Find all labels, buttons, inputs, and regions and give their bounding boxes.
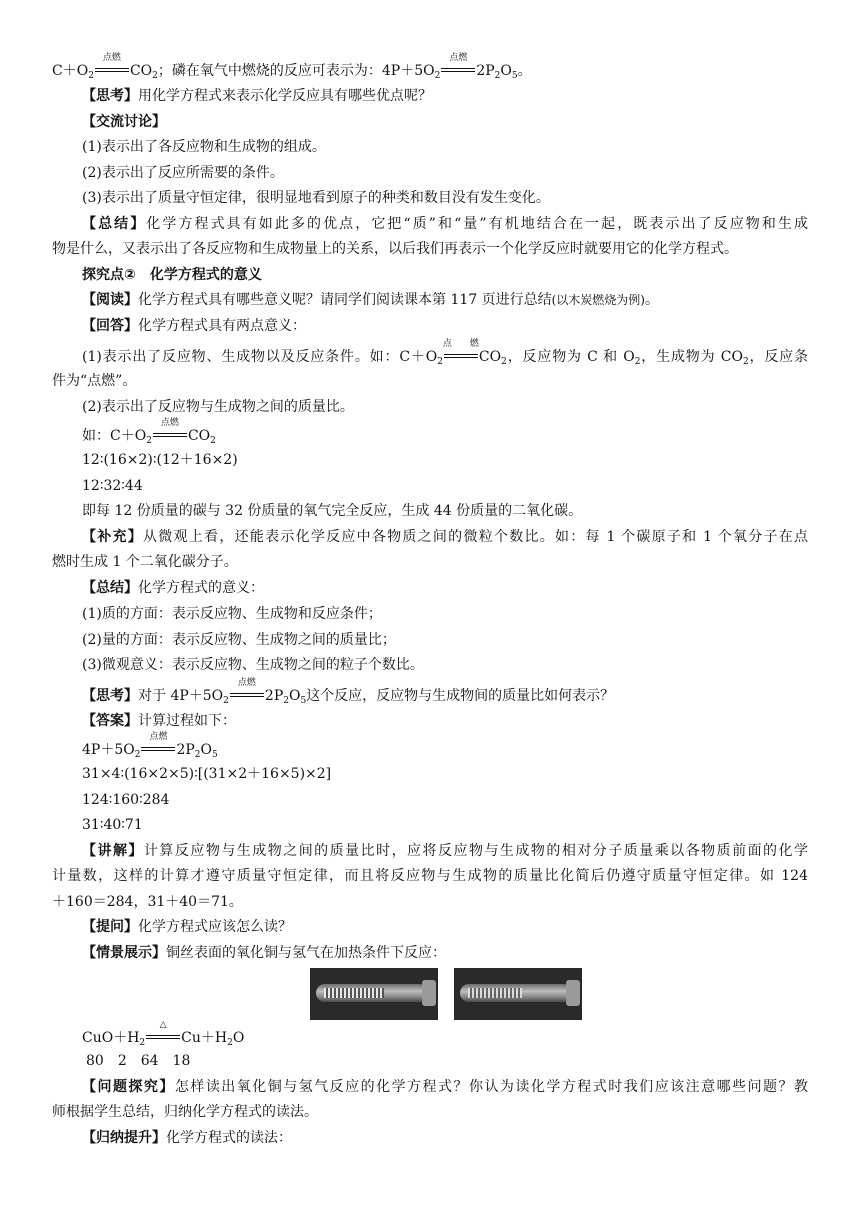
subscript: 2 [283,696,289,706]
text: 化学方程式的读法： [166,1130,292,1146]
text: 怎样读出氧化铜与氢气反应的化学方程式？你认为读化学方程式时我们应该注意哪些问题？教 [174,1079,809,1095]
probe-line-2: 师根据学生总结，归纳化学方程式的读法。 [52,1104,318,1120]
subscript: 2 [501,357,507,367]
summary-1-line-2: 物是什么，又表示出了各反应物和生成物量上的关系，以后我们再表示一个化学反应时就要用它的化学方程式。 [52,241,738,257]
text: 从微观上看，还能表示化学反应中各物质之间的微粒个数比。如：每 1 个碳原子和 1 个氧分子在点 [143,529,808,545]
text: 。 [517,63,532,79]
subscript: 2 [152,71,158,81]
text: 化学方程式应该怎么读？ [138,919,292,935]
text: ，反应条 [748,349,809,365]
section-heading-point-2: 探究点② 化学方程式的意义 [82,267,262,283]
subscript: 2 [139,1038,146,1048]
text: (1)表示出了反应物、生成物以及反应条件。如：C＋O [82,349,438,365]
subscript: 2 [134,750,141,760]
text: CO [478,349,502,365]
summary-2-item-3: (3)微观意义：表示反应物、生成物之间的粒子个数比。 [82,657,424,673]
meaning-1-line-1 [82,339,809,367]
meaning-1-line-2: 件为“点燃”。 [52,373,137,389]
section-tag: 【思考】 [82,688,138,704]
equation-line-carbon-phosphorus [52,53,532,81]
copper-oxide-equation [82,1020,245,1048]
section-tag: 【总结】 [82,216,147,232]
text: 4P＋5O [82,742,135,758]
think-question-1 [82,89,432,103]
section-tag: 【总结】 [82,580,138,596]
discuss-item-3: (3)表示出了质量守恒定律，很明显地看到原子的种类和数目没有发生变化。 [82,190,550,206]
text: 2P [264,688,284,704]
text: 2P [476,63,495,79]
question-prompt [82,920,292,934]
calc-line-2: 124∶160∶284 [82,792,170,808]
reaction-equals-sign [94,53,130,75]
text: 化学方程式具有两点意义： [138,318,306,334]
section-tag: 【阅读】 [82,292,138,308]
summary-2-heading [82,581,264,595]
text: O [232,1030,245,1046]
test-tube-photo-2 [454,968,582,1020]
reaction-equals-sign [145,1020,181,1042]
section-tag: 【问题探究】 [82,1079,175,1095]
example-equation-carbon [82,418,216,446]
induce-heading [82,1131,292,1145]
reaction-equals-sign [229,678,265,700]
subscript: 2 [227,1038,233,1048]
section-tag: 【讲解】 [82,843,144,859]
calc-equation-phosphorus [82,732,218,760]
text: 2P [176,742,195,758]
subscript: 2 [494,71,501,81]
reaction-equals-sign [152,418,188,440]
subscript: 2 [742,357,749,367]
summary-2-item-2: (2)量的方面：表示反应物、生成物之间的质量比； [82,632,396,648]
reaction-equals-sign [140,732,176,754]
text: CuO＋H [82,1030,140,1046]
subscript: 2 [434,71,441,81]
supplement-line-2: 燃时生成 1 个二氧化碳分子。 [52,554,238,570]
read-prompt [82,293,659,307]
section-tag: 【思考】 [82,88,138,104]
condition-label: △ [159,1020,167,1030]
text: 计算反应物与生成物之间的质量比时，应将反应物与生成物的相对分子质量乘以各物质前面的化学 [143,843,809,859]
reaction-equals-sign [440,53,476,75]
section-tag: 【回答】 [82,318,138,334]
text: 化学方程式具有哪些意义呢？请同学们阅读课本第 117 页进行总结 [138,292,552,308]
subscript: 2 [146,436,152,446]
text: 这个反应，反应物与生成物间的质量比如何表示？ [306,688,615,704]
text: 对于 4P＋5O [138,688,224,704]
section-tag: 【补充】 [82,529,144,545]
explanation-line-3: ＋160＝284，31＋40＝71。 [52,894,243,910]
subscript: 2 [437,357,443,367]
supplement-line-1 [82,530,808,544]
subscript: 2 [634,357,641,367]
ratio-explanation: 即每 12 份质量的碳与 32 份质量的氧气完全反应，生成 44 份质量的二氧化碳。 [82,503,583,519]
ratio-line-2: 12∶32∶44 [82,478,143,494]
text: 如：C＋O [82,428,147,444]
summary-2-item-1: (1)质的方面：表示反应物、生成物和反应条件； [82,606,382,622]
condition-label: 点燃 [442,339,479,349]
probe-line-1 [82,1080,808,1094]
explanation-line-2: 计量数，这样的计算才遵守质量守恒定律，而且将反应物与生成物的质量比化简后仍遵守质量守恒定律。如 124 [52,868,808,884]
condition-label: 点燃 [149,732,168,742]
text: 计算过程如下： [138,713,236,729]
subscript: 2 [223,696,229,706]
calc-line-3: 31∶40∶71 [82,817,143,833]
answer-2-heading [82,714,236,728]
text: O [200,742,212,758]
relative-masses: 80 2 64 18 [86,1053,191,1069]
answer-line [82,319,306,333]
text: ，生成物为 CO [640,349,743,365]
discuss-item-2: (2)表示出了反应所需要的条件。 [82,165,284,181]
reaction-equals-sign [442,339,479,361]
subscript: 2 [210,436,216,446]
section-tag: 【答案】 [82,713,138,729]
summary-1-line-1 [82,217,808,231]
subscript: 2 [194,750,201,760]
explanation-line-1 [82,844,808,858]
text: C＋O [52,63,89,79]
note: (以木炭燃烧为例) [551,293,645,307]
test-tube-photo-1 [310,968,438,1020]
text: ，反应物为 C 和 O [506,349,635,365]
think-question-2 [82,678,615,706]
section-tag: 【归纳提升】 [82,1130,166,1146]
subscript: 2 [88,71,94,81]
text: O [288,688,301,704]
section-tag: 【情景展示】 [82,945,166,961]
condition-label: 点燃 [449,53,468,63]
text: ；磷在氧气中燃烧的反应可表示为：4P＋5O [157,63,435,79]
text: Cu＋H [181,1030,228,1046]
text: 化学方程式具有如此多的优点，它把“质”和“量”有机地结合在一起，既表示出了反应物和生成 [146,216,808,232]
subscript: 5 [212,750,218,760]
scene-display [82,946,446,960]
discuss-item-1: (1)表示出了各反应物和生成物的组成。 [82,139,326,155]
calc-line-1: 31×4∶(16×2×5)∶[(31×2＋16×5)×2] [82,766,332,782]
discuss-heading: 【交流讨论】 [82,114,166,130]
condition-label: 点燃 [160,418,179,428]
ratio-line-1: 12∶(16×2)∶(12＋16×2) [82,452,238,468]
text: 铜丝表面的氧化铜与氢气在加热条件下反应： [166,945,446,961]
condition-label: 点燃 [237,678,256,688]
subscript: 5 [511,71,518,81]
text: O [500,63,512,79]
text: CO [187,428,211,444]
text: CO [129,63,153,79]
text: 。 [645,292,659,308]
subscript: 5 [300,696,307,706]
section-tag: 【提问】 [82,919,138,935]
meaning-2: (2)表示出了反应物与生成物之间的质量比。 [82,399,354,415]
text: 化学方程式的意义： [138,580,264,596]
text: 用化学方程式来表示化学反应具有哪些优点呢？ [138,88,432,104]
condition-label: 点燃 [102,53,121,63]
